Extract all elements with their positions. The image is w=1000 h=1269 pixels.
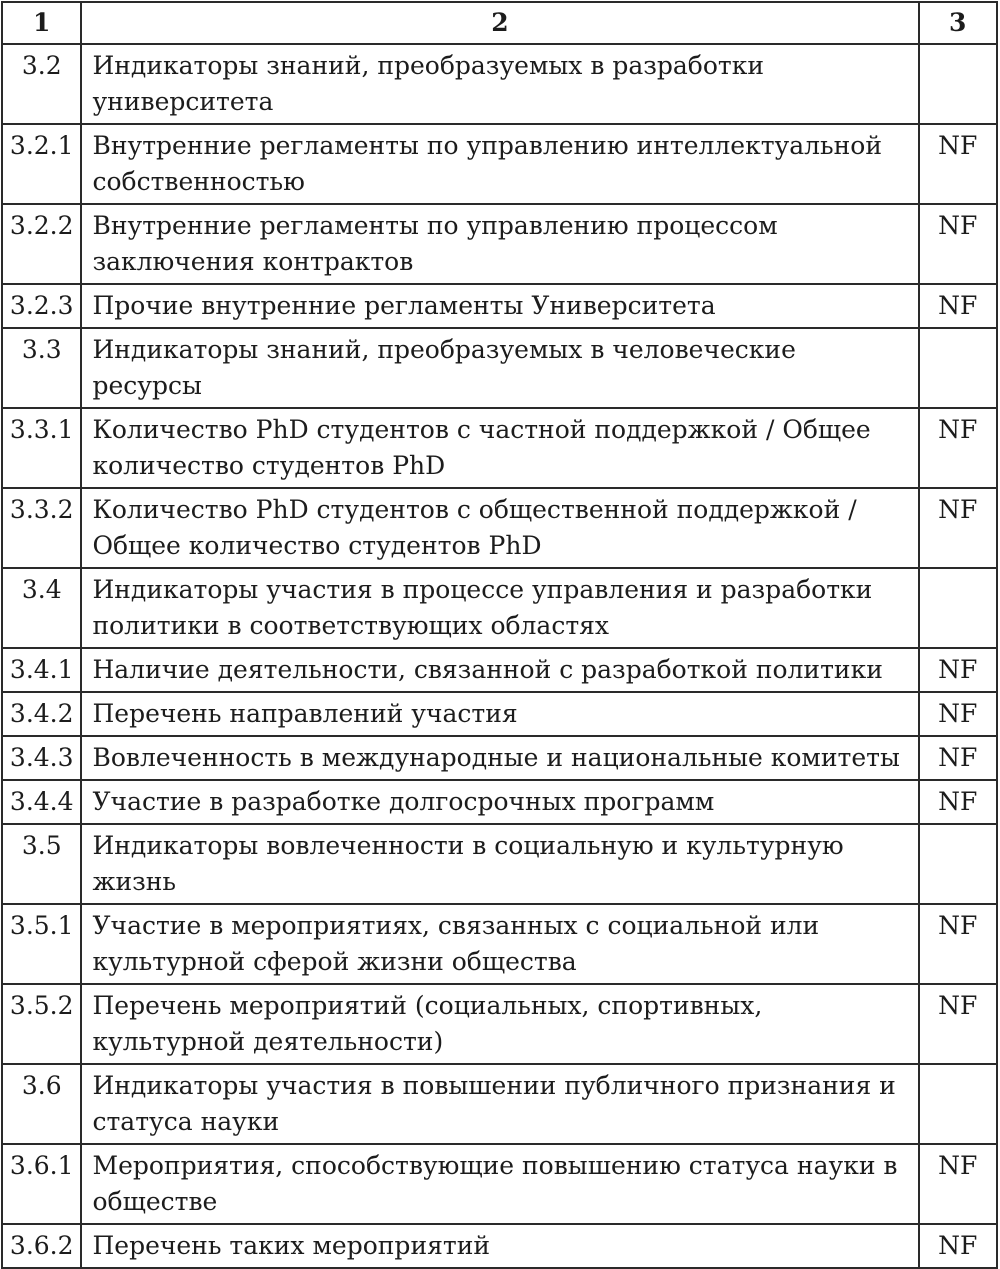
row-value: NF	[919, 780, 997, 824]
row-number: 3.6	[2, 1064, 81, 1144]
row-indicator-text: Индикаторы участия в повышении публичного признания и статуса науки	[81, 1064, 918, 1144]
row-indicator-text: Внутренние регламенты по управлению интеллектуальной собственностью	[81, 124, 918, 204]
row-number: 3.4.1	[2, 648, 81, 692]
row-number: 3.2.1	[2, 124, 81, 204]
table-row	[2, 44, 997, 124]
row-number: 3.3	[2, 328, 81, 408]
table-row	[2, 284, 997, 328]
row-number: 3.2.2	[2, 204, 81, 284]
row-indicator-text: Прочие внутренние регламенты Университета	[81, 284, 918, 328]
table-row	[2, 692, 997, 736]
table-row	[2, 648, 997, 692]
header-row	[2, 2, 997, 44]
row-number: 3.3.2	[2, 488, 81, 568]
row-indicator-text: Участие в разработке долгосрочных программ	[81, 780, 918, 824]
row-number: 3.6.2	[2, 1224, 81, 1268]
row-number: 3.4.2	[2, 692, 81, 736]
table-row	[2, 1224, 997, 1268]
table-row	[2, 1064, 997, 1144]
table-row	[2, 824, 997, 904]
row-number: 3.4	[2, 568, 81, 648]
table-row	[2, 984, 997, 1064]
row-value: NF	[919, 984, 997, 1064]
table-body	[2, 44, 997, 1268]
row-indicator-text: Мероприятия, способствующие повышению статуса науки в обществе	[81, 1144, 918, 1224]
row-value: NF	[919, 1144, 997, 1224]
row-indicator-text: Участие в мероприятиях, связанных с социальной или культурной сферой жизни общества	[81, 904, 918, 984]
row-indicator-text: Наличие деятельности, связанной с разработкой политики	[81, 648, 918, 692]
table-row	[2, 568, 997, 648]
row-value: NF	[919, 284, 997, 328]
row-value	[919, 328, 997, 408]
row-number: 3.4.4	[2, 780, 81, 824]
row-indicator-text: Индикаторы участия в процессе управления и разработки политики в соответствующих областях	[81, 568, 918, 648]
row-indicator-text: Перечень мероприятий (социальных, спортивных, культурной деятельности)	[81, 984, 918, 1064]
table-row	[2, 736, 997, 780]
row-number: 3.5.1	[2, 904, 81, 984]
row-value: NF	[919, 204, 997, 284]
row-number: 3.6.1	[2, 1144, 81, 1224]
row-value: NF	[919, 1224, 997, 1268]
row-value: NF	[919, 648, 997, 692]
table-row	[2, 488, 997, 568]
row-number: 3.5.2	[2, 984, 81, 1064]
row-value: NF	[919, 488, 997, 568]
row-value: NF	[919, 904, 997, 984]
row-number: 3.5	[2, 824, 81, 904]
row-indicator-text: Индикаторы вовлеченности в социальную и культурную жизнь	[81, 824, 918, 904]
row-indicator-text: Перечень таких мероприятий	[81, 1224, 918, 1268]
row-indicator-text: Внутренние регламенты по управлению процессом заключения контрактов	[81, 204, 918, 284]
header-col-2: 2	[81, 2, 918, 44]
row-value	[919, 824, 997, 904]
row-indicator-text: Количество PhD студентов с общественной поддержкой / Общее количество студентов PhD	[81, 488, 918, 568]
table-row	[2, 780, 997, 824]
header-col-3: 3	[919, 2, 997, 44]
row-value	[919, 1064, 997, 1144]
row-indicator-text: Перечень направлений участия	[81, 692, 918, 736]
row-value	[919, 568, 997, 648]
header-col-1: 1	[2, 2, 81, 44]
table-row	[2, 1144, 997, 1224]
row-number: 3.3.1	[2, 408, 81, 488]
row-indicator-text: Количество PhD студентов с частной поддержкой / Общее количество студентов PhD	[81, 408, 918, 488]
table-row	[2, 204, 997, 284]
row-number: 3.2	[2, 44, 81, 124]
row-number: 3.4.3	[2, 736, 81, 780]
row-number: 3.2.3	[2, 284, 81, 328]
row-value: NF	[919, 736, 997, 780]
row-indicator-text: Вовлеченность в международные и национальные комитеты	[81, 736, 918, 780]
row-value	[919, 44, 997, 124]
row-indicator-text: Индикаторы знаний, преобразуемых в человеческие ресурсы	[81, 328, 918, 408]
row-value: NF	[919, 408, 997, 488]
indicators-table	[1, 1, 998, 1269]
row-value: NF	[919, 692, 997, 736]
row-indicator-text: Индикаторы знаний, преобразуемых в разработки университета	[81, 44, 918, 124]
row-value: NF	[919, 124, 997, 204]
table-row	[2, 904, 997, 984]
table-row	[2, 408, 997, 488]
table-row	[2, 124, 997, 204]
table-row	[2, 328, 997, 408]
